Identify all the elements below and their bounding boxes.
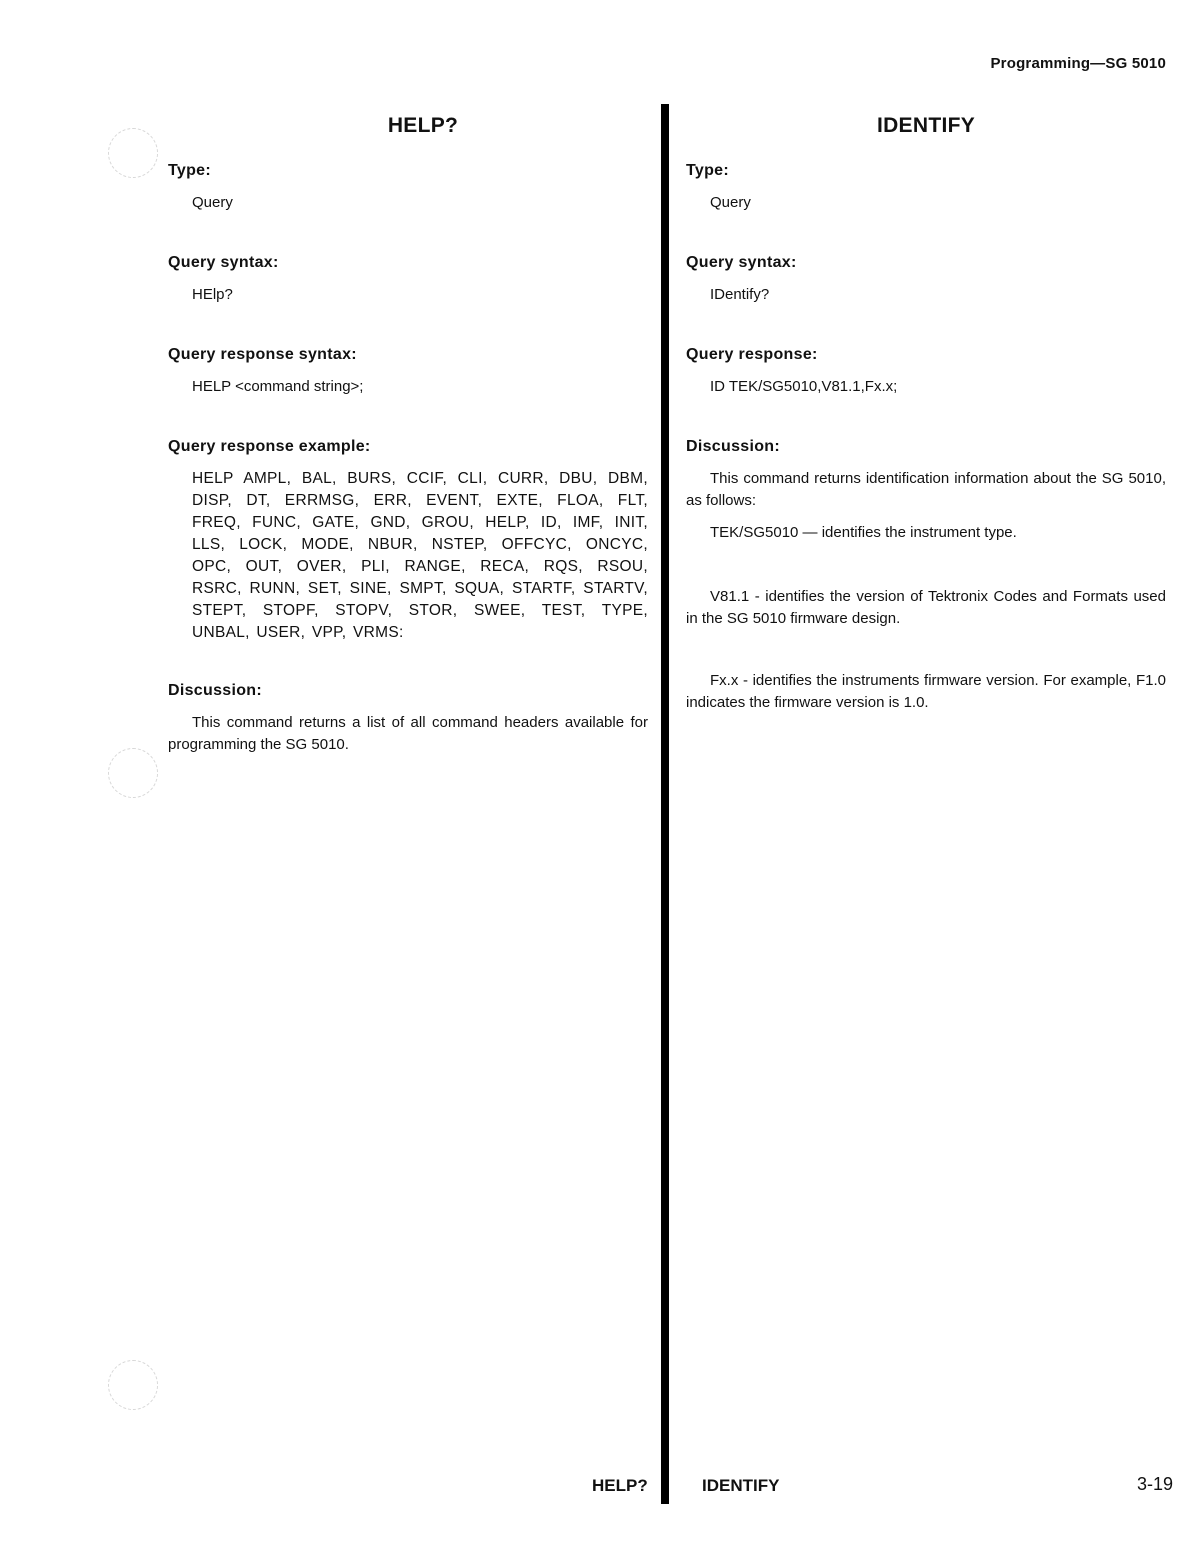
footer-left-label: HELP?: [592, 1476, 648, 1495]
query-response-syntax-value: HELP <command string>;: [192, 378, 364, 395]
discussion-section: [686, 438, 1166, 714]
section-heading: Query syntax:: [168, 254, 279, 271]
query-syntax-value: IDentify?: [710, 286, 770, 303]
section-heading: Query syntax:: [686, 254, 797, 271]
query-response-value: ID TEK/SG5010,V81.1,Fx.x;: [710, 378, 898, 395]
help-command-column: [168, 110, 648, 796]
query-response-example-section: [168, 438, 648, 644]
footer-right-label: IDENTIFY: [702, 1476, 780, 1495]
type-section: [686, 162, 1166, 214]
section-heading: Query response example:: [168, 438, 371, 455]
running-header: Programming—SG 5010: [990, 55, 1166, 72]
discussion-intro: This command returns identification information about the SG 5010, as follows:: [686, 470, 1166, 509]
punch-hole: [108, 748, 158, 798]
query-response-example-value: HELP AMPL, BAL, BURS, CCIF, CLI, CURR, DBU, DBM, DISP, DT, ERRMSG, ERR, EVENT, EXTE, FLOA, FLT, FREQ, FUNC, GATE, GND, GROU, HELP, ID, IMF, INIT, LLS, LOCK, MODE, NBUR, NSTEP, OFFCYC, ONCYC, OPC, OUT, OVER, PLI, RANGE, RECA, RQS, RSOU, RSRC, RUNN, SET, SINE, SMPT, SQUA, STARTF, STARTV, STEPT, STOPF, STOPV, STOR, SWEE, TEST, TYPE, UNBAL, USER, VPP, VRMS:: [192, 470, 648, 641]
punch-hole: [108, 128, 158, 178]
query-syntax-value: HElp?: [192, 286, 233, 303]
section-heading: Query response:: [686, 346, 818, 363]
type-value: Query: [710, 194, 751, 211]
type-section: [168, 162, 648, 214]
section-heading: Type:: [686, 162, 729, 179]
discussion-section: [168, 682, 648, 756]
query-response-syntax-section: [168, 346, 648, 398]
page-number: 3-19: [1137, 1474, 1174, 1494]
punch-hole: [108, 1360, 158, 1410]
section-heading: Discussion:: [168, 682, 262, 699]
identify-item-codes-version: V81.1 - identifies the version of Tektronix Codes and Formats used in the SG 5010 firmware design.: [686, 588, 1166, 627]
query-syntax-section: [168, 254, 648, 306]
section-heading: Query response syntax:: [168, 346, 357, 363]
query-response-section: [686, 346, 1166, 398]
section-heading: Discussion:: [686, 438, 780, 455]
discussion-text: This command returns a list of all command headers available for programming the SG 5010.: [168, 714, 648, 753]
type-value: Query: [192, 194, 233, 211]
command-title: IDENTIFY: [876, 114, 976, 137]
identify-command-column: [686, 110, 1166, 754]
section-heading: Type:: [168, 162, 211, 179]
column-divider: [661, 104, 669, 1504]
identify-item-firmware-version: Fx.x - identifies the instruments firmware version. For example, F1.0 indicates the firmware version is 1.0.: [686, 672, 1166, 711]
command-title: HELP?: [387, 114, 459, 137]
identify-item-instrument-type: TEK/SG5010 — identifies the instrument type.: [710, 524, 1017, 541]
query-syntax-section: [686, 254, 1166, 306]
